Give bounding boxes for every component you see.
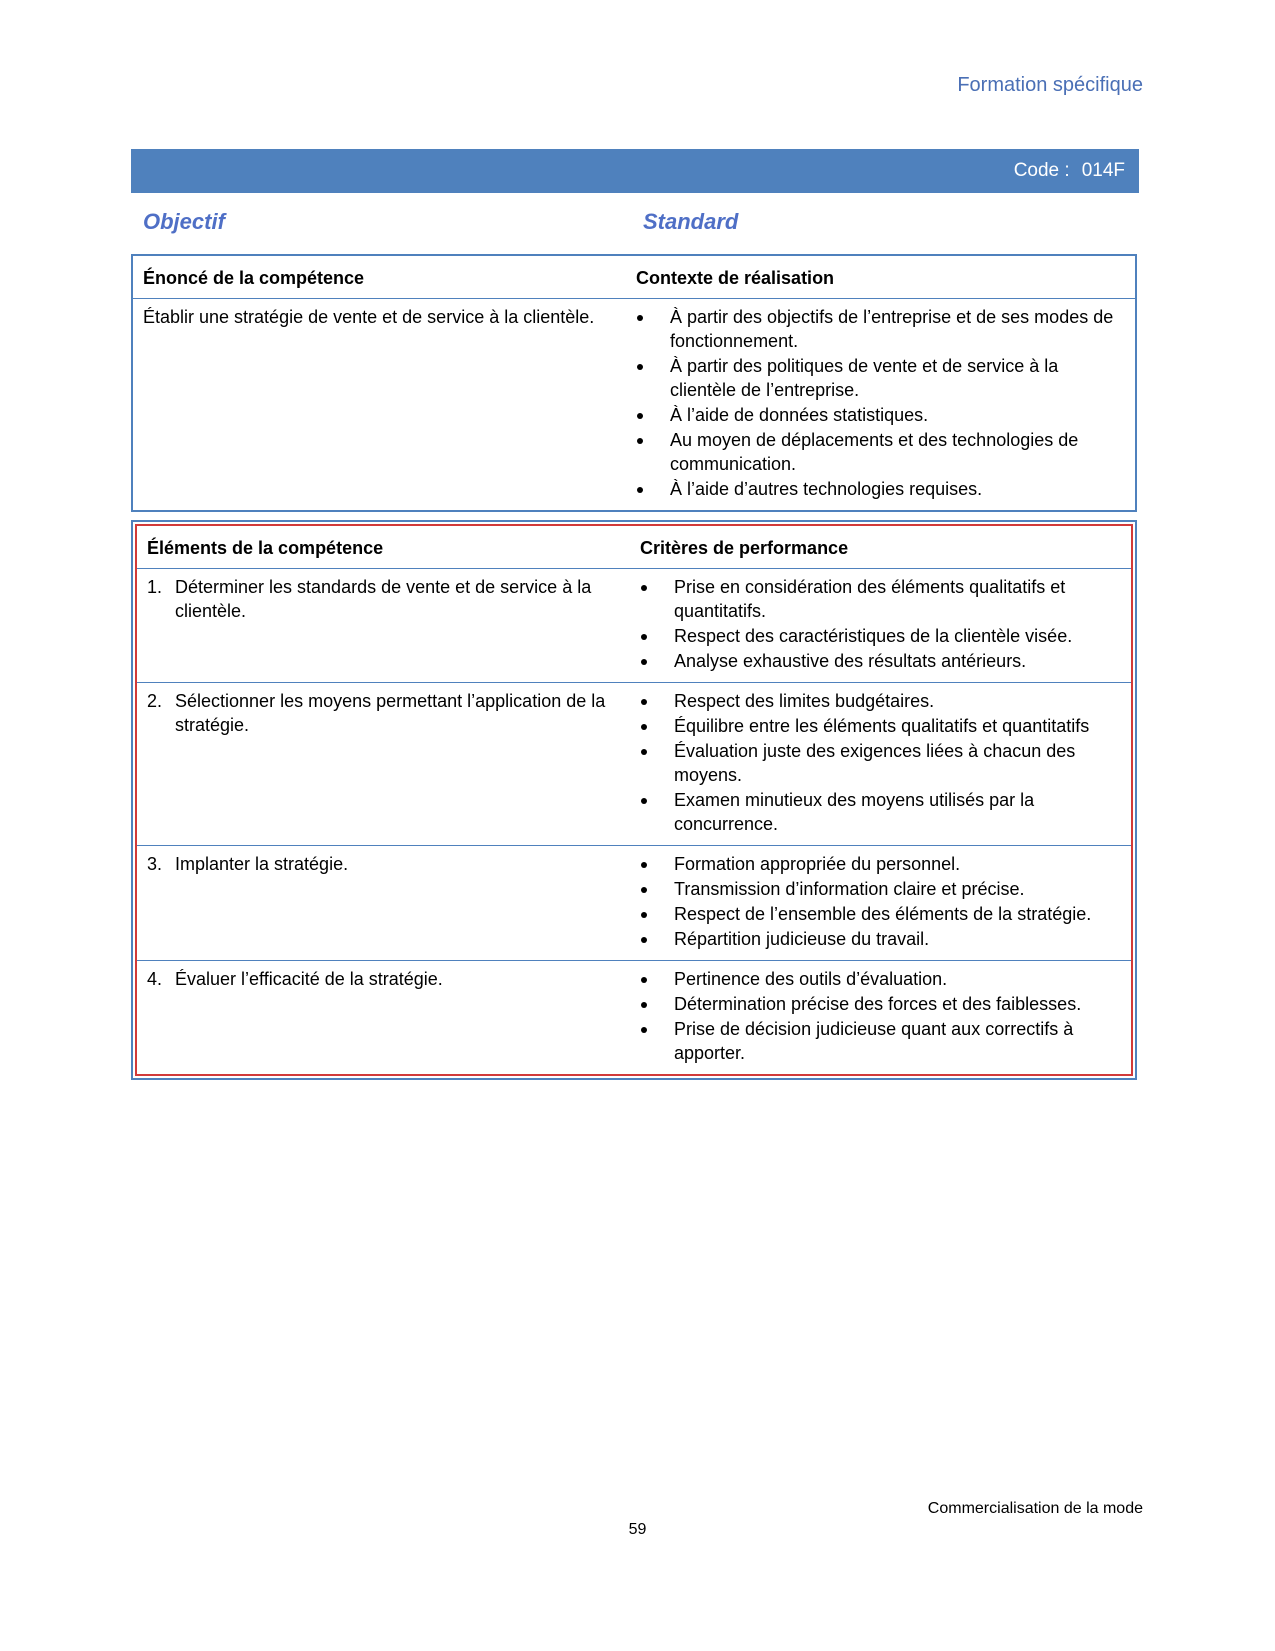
criteria-list: [640, 689, 1121, 836]
bullet-icon: [641, 749, 647, 755]
element-cell: [137, 846, 640, 960]
list-item: [636, 305, 1125, 353]
code-value: 014F: [1081, 160, 1125, 181]
context-item: À partir des politiques de vente et de service à la clientèle de l’entreprise.: [670, 356, 1059, 400]
statement-heading: Énoncé de la compétence: [143, 268, 365, 288]
standard-heading: Standard: [643, 209, 739, 234]
bullet-icon: [637, 413, 643, 419]
list-item: [640, 1017, 1121, 1065]
code-label: Code :: [1013, 160, 1070, 181]
bullet-icon: [641, 887, 647, 893]
element-text: Évaluer l’efficacité de la stratégie.: [175, 969, 443, 989]
criteria-cell: [640, 569, 1131, 682]
list-item: [640, 689, 1121, 713]
criterion: Prise en considération des éléments qualitatifs et quantitatifs.: [674, 577, 1066, 621]
bullet-icon: [641, 585, 647, 591]
criterion: Détermination précise des forces et des faiblesses.: [674, 994, 1082, 1014]
bullet-icon: [637, 364, 643, 370]
program-name: Commercialisation de la mode: [927, 1500, 1143, 1517]
element-number: 2.: [147, 691, 163, 711]
page-number: 59: [628, 1521, 647, 1538]
element-text: Déterminer les standards de vente et de service à la clientèle.: [175, 577, 592, 621]
bullet-icon: [637, 315, 643, 321]
criterion: Équilibre entre les éléments qualitatifs et quantitatifs: [674, 716, 1090, 736]
list-item: [640, 788, 1121, 836]
bullet-icon: [641, 1002, 647, 1008]
criteria-list: [640, 852, 1121, 951]
element-text: Sélectionner les moyens permettant l’application de la stratégie.: [175, 691, 606, 735]
competence-table-row: [133, 298, 1135, 510]
context-item: À partir des objectifs de l’entreprise et de ses modes de fonctionnement.: [670, 307, 1114, 351]
elements-heading: Éléments de la compétence: [147, 538, 384, 558]
list-item: [640, 575, 1121, 623]
element-item: [147, 852, 630, 876]
criteria-cell: [640, 961, 1131, 1074]
criterion: Prise de décision judicieuse quant aux correctifs à apporter.: [674, 1019, 1074, 1063]
bullet-icon: [641, 798, 647, 804]
criteria-list: [640, 967, 1121, 1065]
criterion: Examen minutieux des moyens utilisés par la concurrence.: [674, 790, 1035, 834]
competence-statement: Établir une stratégie de vente et de service à la clientèle.: [143, 307, 595, 327]
list-item: [636, 403, 1125, 427]
elements-table-inner: [135, 524, 1133, 1076]
bullet-icon: [641, 634, 647, 640]
objectif-heading: Objectif: [143, 209, 225, 234]
list-item: [640, 902, 1121, 926]
list-item: [636, 354, 1125, 402]
context-item: À l’aide de données statistiques.: [670, 405, 929, 425]
criterion: Respect des limites budgétaires.: [674, 691, 935, 711]
criteria-cell: [640, 683, 1131, 845]
table-row: [137, 845, 1131, 960]
table-row: [137, 960, 1131, 1074]
list-item: [640, 714, 1121, 738]
criteria-list: [640, 575, 1121, 673]
criterion: Respect des caractéristiques de la clientèle visée.: [674, 626, 1073, 646]
competence-table-header: [133, 256, 1135, 298]
criterion: Répartition judicieuse du travail.: [674, 929, 930, 949]
element-text: Implanter la stratégie.: [175, 854, 349, 874]
criterion: Analyse exhaustive des résultats antérieurs.: [674, 651, 1027, 671]
table-row: [137, 568, 1131, 682]
code-bar: [131, 149, 1139, 193]
criterion: Évaluation juste des exigences liées à chacun des moyens.: [674, 741, 1076, 785]
element-number: 1.: [147, 577, 163, 597]
column-headings: [143, 209, 1133, 235]
criterion: Respect de l’ensemble des éléments de la stratégie.: [674, 904, 1092, 924]
context-item: Au moyen de déplacements et des technologies de communication.: [670, 430, 1079, 474]
section-title: Formation spécifique: [957, 74, 1143, 96]
context-heading: Contexte de réalisation: [636, 268, 835, 288]
list-item: [640, 927, 1121, 951]
element-number: 3.: [147, 854, 163, 874]
bullet-icon: [641, 724, 647, 730]
list-item: [640, 624, 1121, 648]
list-item: [636, 428, 1125, 476]
list-item: [640, 649, 1121, 673]
element-cell: [137, 683, 640, 845]
list-item: [640, 852, 1121, 876]
element-item: [147, 575, 630, 623]
bullet-icon: [641, 937, 647, 943]
element-cell: [137, 961, 640, 1074]
element-item: [147, 967, 630, 991]
criteria-heading: Critères de performance: [640, 538, 849, 558]
list-item: [636, 477, 1125, 501]
element-number: 4.: [147, 969, 163, 989]
context-cell: [636, 299, 1135, 510]
competence-table: [131, 254, 1137, 512]
bullet-icon: [637, 438, 643, 444]
criteria-cell: [640, 846, 1131, 960]
bullet-icon: [637, 487, 643, 493]
element-cell: [137, 569, 640, 682]
elements-table: [131, 520, 1137, 1080]
elements-table-header: [137, 526, 1131, 568]
list-item: [640, 739, 1121, 787]
bullet-icon: [641, 699, 647, 705]
criterion: Formation appropriée du personnel.: [674, 854, 961, 874]
bullet-icon: [641, 1027, 647, 1033]
criterion: Pertinence des outils d’évaluation.: [674, 969, 948, 989]
list-item: [640, 967, 1121, 991]
context-list: [636, 305, 1125, 501]
bullet-icon: [641, 977, 647, 983]
list-item: [640, 992, 1121, 1016]
criterion: Transmission d’information claire et précise.: [674, 879, 1025, 899]
context-item: À l’aide d’autres technologies requises.: [670, 479, 983, 499]
bullet-icon: [641, 912, 647, 918]
bullet-icon: [641, 659, 647, 665]
element-item: [147, 689, 630, 737]
bullet-icon: [641, 862, 647, 868]
table-row: [137, 682, 1131, 845]
list-item: [640, 877, 1121, 901]
